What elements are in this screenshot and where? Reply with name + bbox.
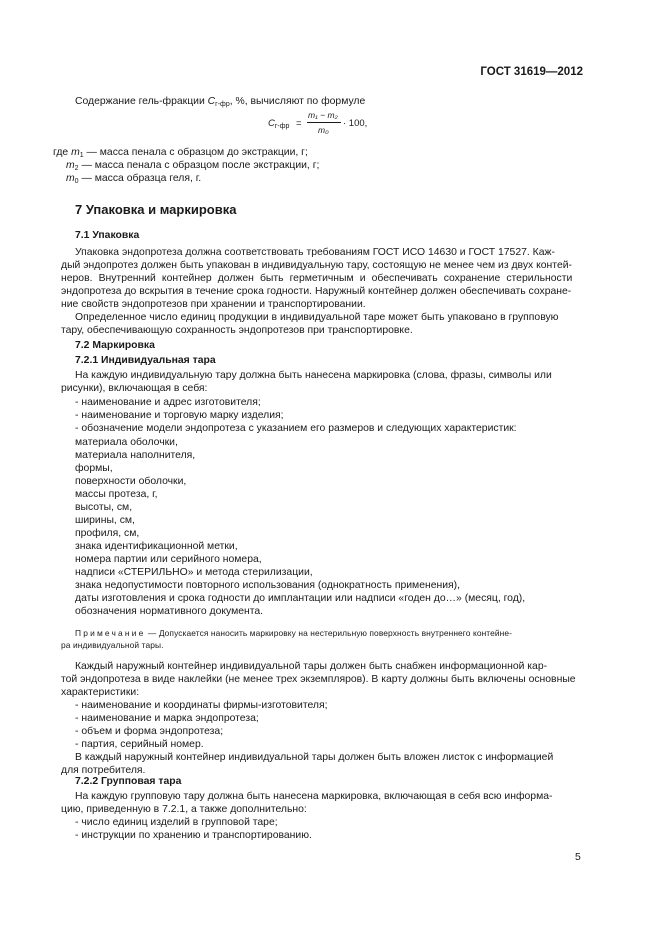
formula-intro-symbol: C xyxy=(207,96,216,107)
section-7-2-1-title: 7.2.1 Индивидуальная тара xyxy=(75,355,216,366)
section-7-2-title: 7.2 Маркировка xyxy=(75,340,155,351)
where-symbol: m xyxy=(66,160,75,171)
card-list-item: - наименование и координаты фирмы-изготовителя; xyxy=(75,700,328,711)
card-list-item: - партия, серийный номер. xyxy=(75,739,204,750)
formula-equals: = xyxy=(296,118,302,129)
s722-p1-line: На каждую групповую тару должна быть нанесена маркировка, включающая в себя всю информа- xyxy=(75,791,553,802)
note-label: Примечание xyxy=(75,628,146,638)
where-subscript: 2 xyxy=(74,165,79,172)
formula xyxy=(268,110,378,140)
formula-lhs xyxy=(268,118,289,130)
where-symbol: m xyxy=(66,173,75,184)
where-symbol: m xyxy=(71,147,80,158)
where-text: — масса образца геля, г. xyxy=(81,173,202,184)
card-list-item: - наименование и марка эндопротеза; xyxy=(75,713,259,724)
where-text: — масса пенала с образцом после экстракции, г; xyxy=(81,160,320,171)
section-7-1-title: 7.1 Упаковка xyxy=(75,230,140,241)
characteristic-item: поверхности оболочки, xyxy=(75,476,187,487)
where-item-m0 xyxy=(66,172,201,188)
s721-p2-line: характеристики: xyxy=(61,687,140,698)
formula-denominator: m₀ xyxy=(318,125,329,135)
formula-lhs-symbol: C xyxy=(268,118,275,129)
characteristic-item: высоты, см, xyxy=(75,502,133,513)
s721-p2-line: той эндопротеза в виде наклейки (не менее трех экземпляров). В карту должны быть включены основные xyxy=(61,674,576,685)
characteristic-item: формы, xyxy=(75,463,113,474)
s721-p2-line: Каждый наружный контейнер индивидуальной тары должен быть снабжен информационной кар- xyxy=(75,661,548,672)
s71-p1-line: неров. Внутренний контейнер должен быть герметичным и обеспечивать сохранение стерильности xyxy=(61,273,573,284)
s722-list-item: - число единиц изделий в групповой таре; xyxy=(75,817,278,828)
s71-p1-line: дый эндопротез должен быть упакован в индивидуальную тару, состоящую не менее чем из двух контей- xyxy=(61,260,572,271)
s71-p1-line: Упаковка эндопротеза должна соответствовать требованиям ГОСТ ИСО 14630 и ГОСТ 17527. Каж- xyxy=(75,247,555,258)
formula-intro xyxy=(75,95,365,111)
characteristic-item: материала наполнителя, xyxy=(75,450,196,461)
formula-intro-subscript: г-фр xyxy=(215,101,230,108)
s71-p2-line: тару, обеспечивающую сохранность эндопротезов при транспортировке. xyxy=(61,325,413,336)
formula-intro-before: Содержание гель-фракции xyxy=(75,96,208,107)
s71-p2-line: Определенное число единиц продукции в индивидуальной таре может быть упаковано в групповую xyxy=(75,312,559,323)
note xyxy=(75,627,512,639)
document-header: ГОСТ 31619—2012 xyxy=(480,66,583,78)
page-number: 5 xyxy=(575,852,581,863)
where-prefix: где xyxy=(53,147,72,158)
characteristic-item: знака идентификационной метки, xyxy=(75,541,238,552)
card-list-item: - объем и форма эндопротеза; xyxy=(75,726,224,737)
note-text: — Допускается наносить маркировку на нестерильную поверхность внутреннего контейне- xyxy=(145,628,513,638)
characteristic-item: номера партии или серийного номера, xyxy=(75,554,262,565)
formula-multiplier: · 100, xyxy=(343,118,368,129)
characteristic-item: материала оболочки, xyxy=(75,437,178,448)
s721-list-item: - наименование и адрес изготовителя; xyxy=(75,397,261,408)
characteristic-item: знака недопустимости повторного использования (однократность применения), xyxy=(75,580,460,591)
characteristic-item: ширины, см, xyxy=(75,515,135,526)
s721-list-item: - обозначение модели эндопротеза с указанием его размеров и следующих характеристик: xyxy=(75,423,517,434)
where-subscript: 1 xyxy=(79,152,84,159)
characteristic-item: надписи «СТЕРИЛЬНО» и метода стерилизации, xyxy=(75,567,313,578)
s722-p1-line: цию, приведенную в 7.2.1, а также дополнительно: xyxy=(61,804,307,815)
characteristic-item: массы протеза, г, xyxy=(75,489,158,500)
characteristic-item: даты изготовления и срока годности до имплантации или надписи «годен до…» (месяц, год), xyxy=(75,593,526,604)
section-7-title: 7 Упаковка и маркировка xyxy=(75,202,237,217)
formula-numerator: m₁ − m₂ xyxy=(308,110,338,120)
formula-intro-after: , %, вычисляют по формуле xyxy=(229,96,366,107)
characteristic-item: обозначения нормативного документа. xyxy=(75,606,264,617)
s71-p1-line: эндопротеза до вскрытия в течение срока годности. Наружный контейнер должен обеспечивать сохране- xyxy=(61,286,572,297)
s721-list-item: - наименование и торговую марку изделия; xyxy=(75,410,284,421)
where-subscript: 0 xyxy=(74,178,79,185)
s722-list-item: - инструкции по хранению и транспортированию. xyxy=(75,830,312,841)
s721-p3-line: для потребителя. xyxy=(61,765,146,776)
section-7-2-2-title: 7.2.2 Групповая тара xyxy=(75,776,182,787)
s721-p3-line: В каждый наружный контейнер индивидуальной тары должен быть вложен листок с информацией xyxy=(75,752,554,763)
characteristic-item: профиля, см, xyxy=(75,528,140,539)
where-text: — масса пенала с образцом до экстракции, г; xyxy=(86,147,308,158)
s721-p1-line: На каждую индивидуальную тару должна быть нанесена маркировка (слова, фразы, символы или xyxy=(75,370,552,381)
formula-lhs-subscript: г-фр xyxy=(274,123,290,130)
s71-p1-line: ние свойств эндопротезов при хранении и транспортировании. xyxy=(61,299,366,310)
fraction-bar xyxy=(307,122,341,123)
s721-p1-line: рисунки), включающая в себя: xyxy=(61,383,208,394)
note-continuation: ра индивидуальной тары. xyxy=(61,640,164,650)
